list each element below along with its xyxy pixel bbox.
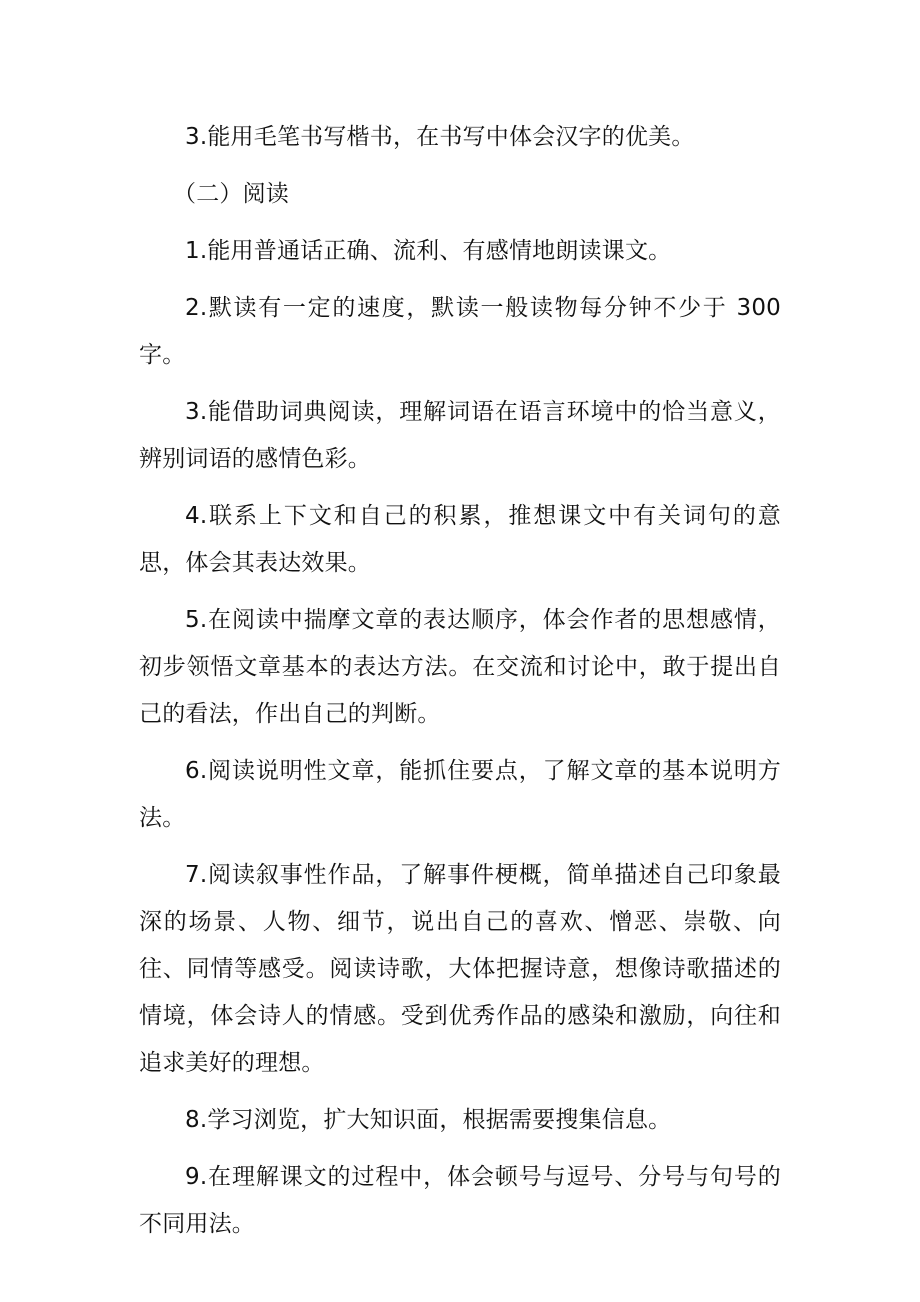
paragraph-reading-item-9: 9.在理解课文的过程中，体会顿号与逗号、分号与句号的不同用法。 (139, 1164, 781, 1237)
spacer (139, 1087, 781, 1097)
paragraph-writing-item-3: 3.能用毛笔书写楷书，在书写中体会汉字的优美。 (185, 124, 695, 150)
spacer (139, 842, 781, 852)
paragraph-reading-item-4: 4.联系上下文和自己的积累，推想课文中有关词句的意思，体会其表达效果。 (139, 503, 781, 576)
spacer (139, 483, 781, 493)
spacer (139, 275, 781, 285)
spacer (139, 1144, 781, 1154)
spacer (139, 161, 781, 171)
spacer (139, 379, 781, 389)
paragraph-reading-item-8: 8.学习浏览，扩大知识面，根据需要搜集信息。 (185, 1107, 672, 1133)
spacer (139, 218, 781, 228)
paragraph-reading-item-5: 5.在阅读中揣摩文章的表达顺序，体会作者的思想感情，初步领悟文章基本的表达方法。在交流和讨论中，敢于提出自己的看法，作出自己的判断。 (139, 607, 781, 727)
spacer (139, 587, 781, 597)
paragraph-reading-item-2: 2.默读有一定的速度，默读一般读物每分钟不少于 300 字。 (139, 295, 781, 368)
paragraph-reading-item-1: 1.能用普通话正确、流利、有感情地朗读课文。 (185, 238, 672, 264)
paragraph-reading-item-6: 6.阅读说明性文章，能抓住要点，了解文章的基本说明方法。 (139, 758, 781, 831)
section-heading-reading: （二）阅读 (173, 181, 289, 207)
paragraph-reading-item-3: 3.能借助词典阅读，理解词语在语言环境中的恰当意义，辨别词语的感情色彩。 (139, 399, 781, 472)
spacer (139, 738, 781, 748)
document-body (139, 114, 781, 1248)
paragraph-reading-item-7: 7.阅读叙事性作品，了解事件梗概，简单描述自己印象最深的场景、人物、细节，说出自己的喜欢、憎恶、崇敬、向往、同情等感受。阅读诗歌，大体把握诗意，想像诗歌描述的情境，体会诗人的情感。受到优秀作品的感染和激励，向往和追求美好的理想。 (139, 862, 781, 1076)
